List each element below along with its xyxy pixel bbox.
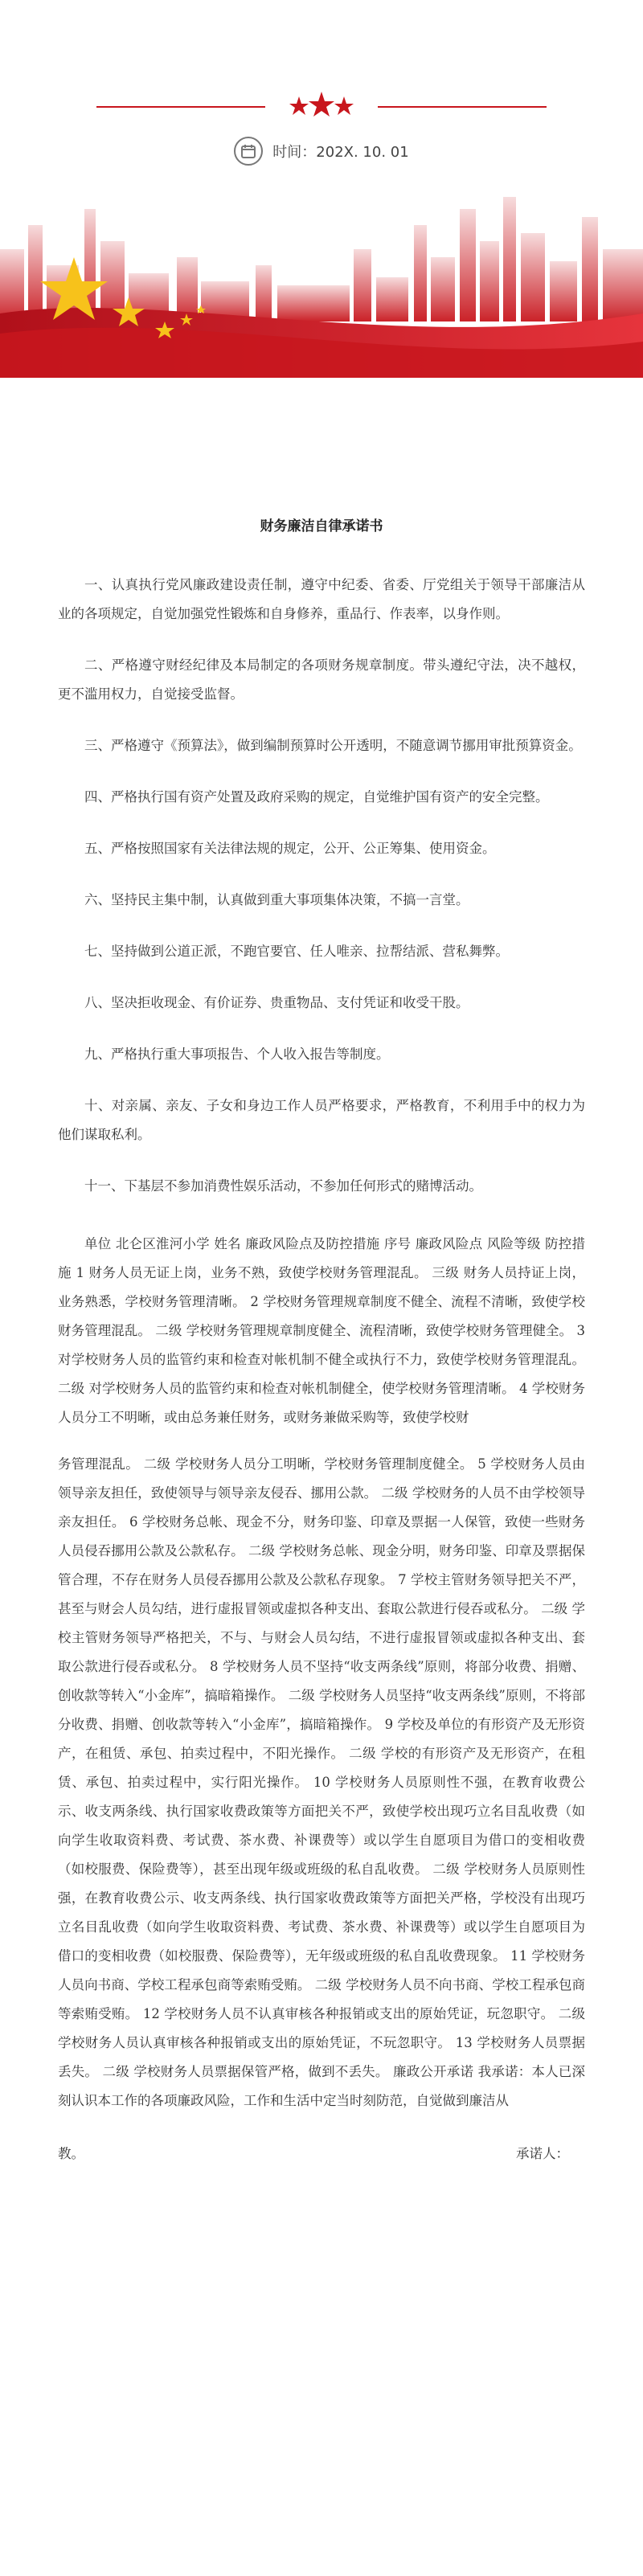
star-icon bbox=[289, 96, 309, 115]
commitment-item-10: 十、对亲属、亲友、子女和身边工作人员严格要求，严格教育，不利用手中的权力为他们谋取私利。 bbox=[58, 1098, 585, 1142]
commitment-item-2: 二、严格遵守财经纪律及本局制定的各项财务规章制度。带头遵纪守法，决不越权，更不滥用权力，自觉接受监督。 bbox=[58, 657, 585, 702]
document-title: 财务廉洁自律承诺书 bbox=[260, 518, 383, 534]
signature-row bbox=[58, 2140, 585, 2169]
commitment-item-5: 五、严格按照国家有关法律法规的规定，公开、公正筹集、使用资金。 bbox=[84, 841, 496, 856]
header-divider-left bbox=[96, 106, 265, 108]
commitment-item-4: 四、严格执行国有资产处置及政府采购的规定，自觉维护国有资产的安全完整。 bbox=[84, 789, 549, 805]
commitment-item-7: 七、坚持做到公道正派，不跑官要官、任人唯亲、拉帮结派、营私舞弊。 bbox=[84, 944, 509, 959]
skyline-buildings bbox=[0, 197, 643, 321]
document-header bbox=[0, 0, 643, 378]
commitment-item-1: 一、认真执行党风廉政建设责任制，遵守中纪委、省委、厅党组关于领导干部廉洁从业的各项规定，自觉加强党性锻炼和自身修养，重品行、作表率，以身作则。 bbox=[58, 577, 585, 621]
signatory-label: 承诺人： bbox=[516, 2146, 569, 2161]
commitment-item-8: 八、坚决拒收现金、有价证券、贵重物品、支付凭证和收受干股。 bbox=[84, 995, 469, 1010]
star-icon bbox=[334, 96, 354, 115]
commitment-item-6: 六、坚持民主集中制，认真做到重大事项集体决策，不搞一言堂。 bbox=[84, 892, 469, 907]
closing-text: 教。 bbox=[58, 2146, 84, 2161]
commitment-item-11: 十一、下基层不参加消费性娱乐活动，不参加任何形式的赌博活动。 bbox=[84, 1178, 482, 1194]
date-text: 时间：202X. 10. 01 bbox=[272, 144, 409, 161]
commitment-item-3: 三、严格遵守《预算法》，做到编制预算时公开透明，不随意调节挪用审批预算资金。 bbox=[84, 738, 582, 753]
header-divider-right bbox=[378, 106, 547, 108]
risk-control-text-part-1: 单位 北仑区淮河小学 姓名 廉政风险点及防控措施 序号 廉政风险点 风险等级 防控措施 1 财务人员无证上岗，业务不熟，致使学校财务管理混乱。 三级 财务人员持证上岗，业务熟悉，学校财务管理清晰。 2 学校财务管理规章制度不健全、流程不清晰，致使学校财务管理混乱。 二级 学校财务管理规章制度健全、流程清晰，致使学校财务管理健全。 3 对学校财务人员的监管约束和检查对帐机制不健全或执行不力，致使学校财务管理混乱。 二级 对学校财务人员的监管约束和检查对帐机制健全，使学校财务管理清晰。 4 学校财务人员分工不明晰，或由总务兼任财务，或财务兼做采购等，致使学校财 bbox=[58, 1236, 585, 1425]
document-body bbox=[0, 514, 643, 2169]
star-icon bbox=[309, 92, 334, 117]
risk-control-text-part-2: 务管理混乱。 二级 学校财务人员分工明晰，学校财务管理制度健全。 5 学校财务人员由领导亲友担任，致使领导与领导亲友侵吞、挪用公款。 二级 学校财务的人员不由学校领导亲友担任。 6 学校财务总帐、现金不分，财务印鉴、印章及票据一人保管，致使一些财务人员侵吞挪用公款及公款私存。 二级 学校财务总帐、现金分明，财务印鉴、印章及票据保管合理，不存在财务人员侵吞挪用公款及公款私存现象。 7 学校主管财务领导把关不严，甚至与财会人员勾结，进行虚报冒领或虚拟各种支出、套取公款进行侵吞或私分。 二级 学校主管财务领导严格把关，不与、与财会人员勾结，不进行虚报冒领或虚拟各种支出、套取公款进行侵吞或私分。 8 学校财务人员不坚持“收支两条线”原则，将部分收费、捐赠、创收款等转入“小金库”，搞暗箱操作。 二级 学校财务人员坚持“收支两条线”原则，不将部分收费、捐赠、创收款等转入“小金库”，搞暗箱操作。 9 学校及单位的有形资产及无形资产，在租赁、承包、拍卖过程中，不阳光操作。 二级 学校的有形资产及无形资产，在租赁、承包、拍卖过程中，实行阳光操作。 10 学校财务人员原则性不强，在教育收费公示、收支两条线、执行国家收费政策等方面把关不严，致使学校出现巧立名目乱收费（如向学生收取资料费、考试费、茶水费、补课费等）或以学生自愿项目为借口的变相收费（如校服费、保险费等），甚至出现年级或班级的私自乱收费。 二级 学校财务人员原则性强，在教育收费公示、收支两条线、执行国家收费政策等方面把关严格，学校没有出现巧立名目乱收费（如向学生收取资料费、考试费、茶水费、补课费等）或以学生自愿项目为借口的变相收费（如校服费、保险费等），无年级或班级的私自乱收费现象。 11 学校财务人员向书商、学校工程承包商等索贿受贿。 二级 学校财务人员不向书商、学校工程承包商等索贿受贿。 12 学校财务人员不认真审核各种报销或支出的原始凭证，玩忽职守。 二级 学校财务人员认真审核各种报销或支出的原始凭证，不玩忽职守。 13 学校财务人员票据丢失。 二级 学校财务人员票据保管严格，做到不丢失。 廉政公开承诺 我承诺：本人已深刻认识本工作的各项廉政风险，工作和生活中定当时刻防范，自觉做到廉洁从 bbox=[58, 1456, 585, 2108]
city-skyline-banner bbox=[0, 193, 643, 378]
date-row bbox=[0, 135, 643, 167]
commitment-item-9: 九、严格执行重大事项报告、个人收入报告等制度。 bbox=[84, 1046, 390, 1062]
calendar-icon bbox=[234, 137, 263, 166]
